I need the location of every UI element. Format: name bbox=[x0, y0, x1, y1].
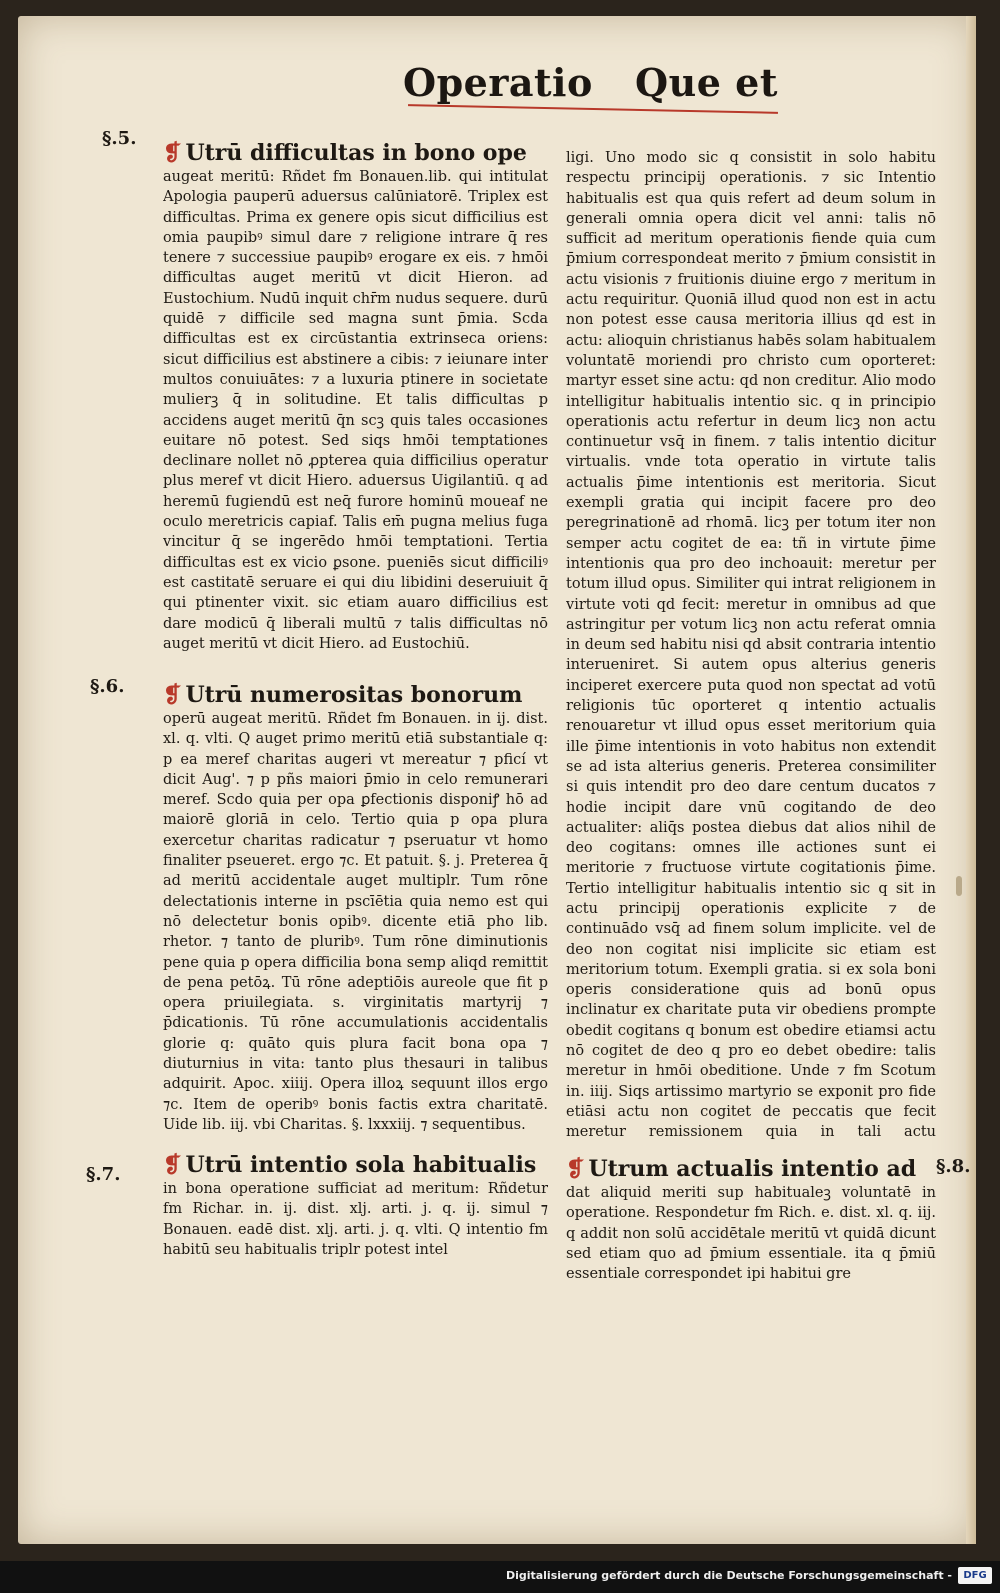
pilcrow-icon: ❡ bbox=[163, 1152, 182, 1178]
question-6-title: Utrū numerositas bonorum bbox=[185, 682, 523, 708]
question-6-heading bbox=[163, 681, 548, 709]
question-8-heading bbox=[566, 1155, 936, 1183]
question-7-continued bbox=[566, 148, 936, 1143]
footer-bar bbox=[0, 1561, 1000, 1593]
question-6 bbox=[163, 681, 548, 1141]
question-5-title: Utrū difficultas in bono ope bbox=[185, 140, 527, 166]
question-8-title: Utrum actualis intentio ad bbox=[588, 1156, 917, 1182]
question-8 bbox=[566, 1155, 936, 1285]
funding-credit: Digitalisierung gefördert durch die Deutsche Forschungsgemeinschaft - bbox=[505, 1569, 952, 1582]
running-head-word-2: Que et bbox=[635, 60, 778, 105]
question-7-body: in bona operatione sufficiat ad meritum: Rñdetur fm Richar. in. ij. dist. xlj. arti. j. q. ij. simul ⁊ Bonauen. eadē dist. xlj. arti. j. q. vlti. Q intentio fm habitū seu habitualis triplr potest intel bbox=[163, 1181, 548, 1258]
page-edge bbox=[966, 16, 976, 1544]
right-column-text: ligi. Uno modo sic q consistit in solo habitu respectu principij operationis. ⁊ sic Intentio habitualis est qua quis refert ad deum solum in generali omnia opera dicit vel anni: talis nō sufficit ad meritum operationis fiende quia cum p̄mium correspondeat merito ⁊ p̄mium consistit in actu visionis ⁊ fruitionis diuine ergo ⁊ meritum in actu requiritur. Quoniā illud quod non est in actu non potest esse causa meritoria illius qd est in actu: alioquin christianus habēs solam habitualem voluntatē moriendi pro christo cum oporteret: martyr esset sine actu: qd non creditur. Alio modo intelligitur habitualis intentio sic. q in principio operationis actu refertur in deum licꝫ non actu continuetur vsq̄ in finem. ⁊ talis intentio dicitur virtualis. vnde tota operatio in virtute talis actualis p̄ime intentionis est meritoria. Sicut exempli gratia qui incipit facere pro deo peregrinationē ad rhomā. licꝫ per totum iter non semper actu cogitet de ea: tñ in virtute p̄ime intentionis qua pro deo inchoauit: meretur per totum illud opus. Similiter qui intrat religionem in virtute voti qd fecit: meretur in omnibus ad que astringitur per votum licꝫ non actu referat omnia in deum sed habitu nisi qd absit contraria intentio interueniret. Si autem opus alterius generis inciperet exercere puta quod non spectat ad votū religionis tūc oporteret q intentio actualis renouaretur vt illud opus esset meritorium quia ille p̄ime intentionis in voto habitus non extendit se ad ista alterius generis. Preterea consimiliter si quis intendit pro deo dare centum ducatos ⁊ hodie incipit dare vnū cogitando de deo actualiter: aliq̄s postea diebus dat alios nihil de deo cogitans: omnes ille actiones sunt ei meritorie ⁊ fructuose virtute cogitationis p̄ime. Tertio intelligitur habitualis intentio sic q sit in actu principij operationis explicite ⁊ de continuādo vsq̄ ad finem solum implicite. vel de deo non cogitat nisi implicite sic etiam est meritorium totum. Exempli gratia. si ex sola boni operis consideratione quis ad bonū opus inclinatur ex charitate puta vir obediens prompte obedit cogitans q bonum est obedire etiamsi actu nō cogitet de deo q pro eo debet obedire: talis meretur in hmōi obeditione. Unde ⁊ fm Scotum in. iiij. Siqs artissimo martyrio se exponit pro fide etiāsi actu non cogitet de peccatis que fecit meretur remissionem quia in tali actu bbox=[566, 150, 936, 1141]
question-6-body: operū augeat meritū. Rñdet fm Bonauen. in ij. dist. xl. q. vlti. Q auget primo meritū etiā substantiale q: p ea meref charitas augeri vt mereatur ⁊ pficí vt dicit Aug'. ⁊ p pñs maiori p̄mio in celo remunerari meref. Scdo quia per opa ꝑfectionis disponiꝭ hō ad maiorē gloriā in celo. Tertio quia p opa plura exercetur charitas radicatur ⁊ pseruatur vt homo finaliter pseueret. ergo ⁊c. Et patuit. §. j. Preterea q̄ ad meritū accidentale auget multiplr. Tum rōne delectationis interne in pscīētia quia nemo est qui nō delectetur bonis opibꝰ. dicente etiā pho lib. rhetor. ⁊ tanto de pluribꝰ. Tum rōne diminutionis pene quia p opera difficilia bona semp aliqd remittit de pena petōꝝ. Tū rōne adeptiōis aureole que fit p opera priuilegiata. s. virginitatis martyrij ⁊ p̄dicationis. Tū rōne accumulationis accidentalis glorie q: quāto quis plura facit bona opa ⁊ diuturnius in vita: tanto plus thesauri in talibus adquirit. Apoc. xiiij. Opera illoꝝ sequunt illos ergo ⁊c. Item de operibꝰ bonis factis extra charitatē. Uide lib. iij. vbi Charitas. §. lxxxiij. ⁊ sequentibus. bbox=[163, 711, 548, 1133]
book-page bbox=[18, 16, 976, 1544]
page-stain bbox=[956, 876, 962, 896]
question-5-heading bbox=[163, 139, 548, 167]
question-7 bbox=[163, 1151, 548, 1281]
margin-number-8: §.8. bbox=[936, 1156, 971, 1177]
right-column bbox=[566, 148, 936, 1295]
pilcrow-icon: ❡ bbox=[163, 682, 182, 708]
question-8-body: dat aliquid meriti sup habitualeꝫ voluntatē in operatione. Respondetur fm Rich. e. dist. xl. q. iij. q addit non solū accidētale meritū vt quidā dicunt sed etiam quo ad p̄mium essentiale. ita q p̄miū essentiale correspondet ipi habitui gre bbox=[566, 1185, 936, 1283]
question-7-title: Utrū intentio sola habitualis bbox=[185, 1152, 537, 1178]
margin-number-5: §.5. bbox=[102, 128, 137, 149]
pilcrow-icon: ❡ bbox=[163, 140, 182, 166]
question-7-heading bbox=[163, 1151, 548, 1179]
pilcrow-icon: ❡ bbox=[566, 1156, 585, 1182]
question-5-body: augeat meritū: Rñdet fm Bonauen.lib. qui intitulat Apologia pauperū aduersus calūniatorē. Triplex est difficultas. Prima ex genere opis sicut difficilius est omia paupibꝰ simul dare ⁊ religione intrare q̄ res tenere ⁊ successiue paupibꝰ erogare ex eis. ⁊ hmōi difficultas auget meritū vt dicit Hieron. ad Eustochium. Nudū inquit chr̄m nudus sequere. durū quidē ⁊ difficile sed magna sunt p̄mia. Scda difficultas est ex circūstantia extrinseca oriens: sicut difficilius est abstinere a cibis: ⁊ ieiunare inter multos conuiuātes: ⁊ a luxuria ptinere in societate mulierꝫ q̄ in solitudine. Et talis difficultas p accidens auget meritū q̄n scꝫ quis tales occasiones euitare nō potest. Sed siqs hmōi temptationes declinare nollet nō ꝓpterea quia difficilius operatur plus meref vt dicit Hiero. aduersus Uigilantiū. q ad heremū fugiendū est neq̄ furore hominū moueaf ne oculo meretricis capiaf. Talis em̄ pugna melius fuga vincitur q̄ se ingerēdo hmōi temptationi. Tertia difficultas est ex vicio ꝑsone. pueniēs sicut difficiliꝰ est castitatē seruare ei qui diu libidini deseruiuit q̄ qui ptinenter vixit. sic etiam auaro difficilius est dare modicū q̄ liberali multū ⁊ talis difficultas nō auget meritū vt dicit Hiero. ad Eustochiū. bbox=[163, 169, 548, 652]
dfg-logo: DFG bbox=[958, 1567, 992, 1584]
running-head-word-1: Operatio bbox=[403, 60, 593, 105]
question-5 bbox=[163, 139, 548, 671]
margin-number-7: §.7. bbox=[86, 1164, 121, 1185]
margin-number-6: §.6. bbox=[90, 676, 125, 697]
left-column bbox=[163, 139, 548, 1291]
